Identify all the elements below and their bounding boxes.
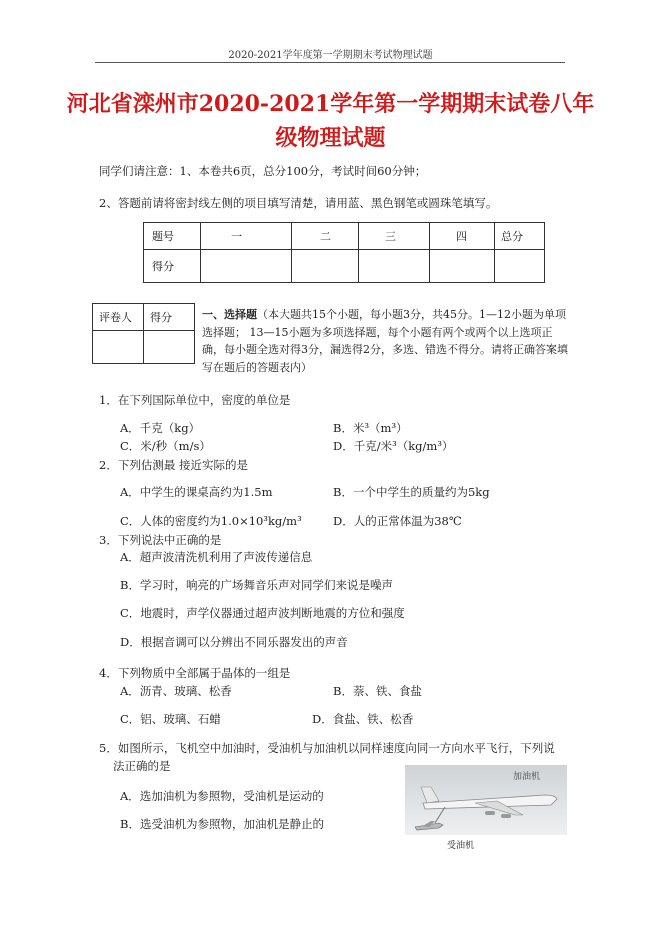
refueling-figure: [405, 765, 567, 853]
score-cell[interactable]: [292, 250, 359, 283]
score-header: 三: [359, 223, 430, 250]
grader-cell[interactable]: [93, 331, 144, 364]
section-intro: [202, 306, 572, 376]
notes-line2: 2、答题前请将密封线左侧的项目填写清楚，请用蓝、黑色钢笔或圆珠笔填写。: [99, 196, 498, 210]
grader-score-label: 得分: [144, 304, 195, 331]
score-header: 总分: [495, 223, 545, 250]
score-row-label: 得分: [144, 250, 201, 283]
question-stem: 5．如图所示，飞机空中加油时，受油机与加油机以同样速度向同一方向水平飞行，下列说: [99, 741, 555, 755]
option: C．米/秒（m/s）: [120, 439, 211, 453]
option: A．千克（kg）: [120, 421, 201, 435]
question-stem: 3．下列说法中正确的是: [99, 533, 222, 547]
page-title-line2: 级物理试题: [275, 125, 386, 151]
option: B．米³（m³）: [333, 421, 408, 435]
option: A．中学生的课桌高约为1.5m: [120, 485, 273, 499]
option: D．根据音调可以分辨出不同乐器发出的声音: [120, 635, 348, 649]
option: C．人体的密度约为1.0×10³kg/m³: [120, 514, 302, 528]
option: C．地震时，声学仪器通过超声波判断地震的方位和强度: [120, 606, 405, 620]
option: A．超声波清洗机利用了声波传递信息: [120, 550, 313, 564]
grader-score-cell[interactable]: [144, 331, 195, 364]
question-stem: 2．下列估测最 接近实际的是: [99, 458, 248, 472]
option: A．沥青、玻璃、松香: [120, 684, 232, 698]
score-cell[interactable]: [495, 250, 545, 283]
score-header: 一: [201, 223, 292, 250]
option: D．人的正常体温为38℃: [333, 514, 462, 528]
score-cell[interactable]: [201, 250, 292, 283]
option: D．食盐、铁、松香: [312, 712, 414, 726]
grader-table: [92, 303, 195, 364]
question-stem-cont: 法正确的是: [113, 759, 171, 773]
question-stem: 1．在下列国际单位中，密度的单位是: [99, 393, 291, 407]
tanker-label: 加油机: [513, 772, 541, 782]
score-header: 题号: [144, 223, 201, 250]
option: C．铝、玻璃、石蜡: [120, 712, 221, 726]
option: B．学习时，响亮的广场舞音乐声对同学们来说是噪声: [120, 578, 393, 592]
option: B．萘、铁、食盐: [333, 684, 422, 698]
score-cell[interactable]: [430, 250, 495, 283]
page-title-line1: 河北省滦州市2020-2021学年第一学期期末试卷八年: [66, 91, 595, 117]
grader-label: 评卷人: [93, 304, 144, 331]
option: B．选受油机为参照物，加油机是静止的: [120, 817, 324, 831]
question-stem: 4．下列物质中全部属于晶体的一组是: [99, 666, 291, 680]
section-title: 一、选择题: [202, 308, 257, 321]
option: D．千克/米³（kg/m³）: [333, 439, 454, 453]
option: A．选加油机为参照物，受油机是运动的: [120, 789, 324, 803]
notes-line1: 同学们请注意：1、本卷共6页，总分100分，考试时间60分钟；: [99, 164, 427, 178]
header-divider: [95, 62, 565, 63]
page-header: 2020-2021学年度第一学期期末考试物理试题: [228, 50, 433, 61]
option: B．一个中学生的质量约为5kg: [333, 485, 490, 499]
score-table: [143, 222, 545, 283]
section-desc: （本大题共15个小题，每小题3分，共45分。1—12小题为单项选择题； 13—15小题为多项选择题，每个小题有两个或两个以上选项正确，每小题全选对得3分，漏选得2分，多选、错选不得分。请将正确答案填写在题后的答题表内）: [202, 308, 568, 374]
score-cell[interactable]: [359, 250, 430, 283]
score-header: 四: [430, 223, 495, 250]
receiver-label: 受油机: [447, 841, 475, 851]
score-header: 二: [292, 223, 359, 250]
